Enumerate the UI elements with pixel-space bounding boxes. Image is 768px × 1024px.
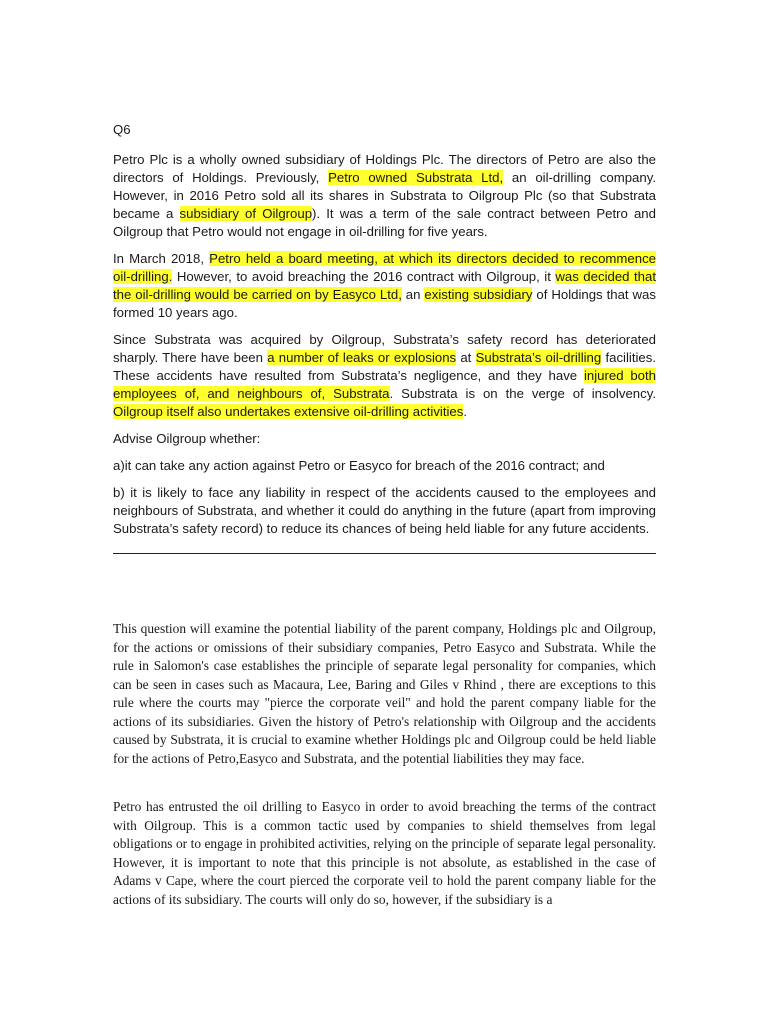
text-segment: ). It was a term of the sale contract between Petro and Oilgroup that Petro would not engage in oil-drilling for five years. bbox=[113, 206, 656, 239]
highlighted-text: a number of leaks or explosions bbox=[267, 350, 457, 365]
text-segment: facilities. These accidents have resulted from Substrata’s negligence, and they have bbox=[113, 350, 657, 383]
question-paragraph-1 bbox=[113, 151, 656, 241]
text-segment: an oil-drilling company. However, in 2016 Petro sold all its shares in Substrata to Oilgroup Plc (so that Substrata became a bbox=[113, 170, 656, 221]
highlighted-text: existing subsidiary bbox=[424, 287, 533, 302]
highlighted-text: Substrata’s oil-drilling bbox=[475, 350, 602, 365]
question-part-a: a)it can take any action against Petro or Easyco for breach of the 2016 contract; and bbox=[113, 458, 605, 473]
text-segment: of Holdings that was formed 10 years ago. bbox=[113, 287, 656, 320]
highlighted-text: Oilgroup itself also undertakes extensive oil-drilling activities bbox=[113, 404, 464, 419]
text-segment: . Substrata is on the verge of insolvency. bbox=[389, 386, 656, 401]
answer-paragraph-1: This question will examine the potential liability of the parent company, Holdings plc and Oilgroup, for the actions or omissions of their subsidiary companies, Petro Easyco and Substrata. While the rule in Salomon's case establishes the principle of separate legal personality for companies, which can be seen in cases such as Macaura, Lee, Baring and Giles v Rhind , there are exceptions to this rule where the courts may "pierce the corporate veil" and hold the parent company liable for the actions of its subsidiaries. Given the history of Petro's relationship with Oilgroup and the accidents caused by Substrata, it is crucial to examine whether Holdings plc and Oilgroup could be held liable for the actions of Petro,Easyco and Substrata, and the potential liabilities they may face. bbox=[113, 621, 656, 766]
highlighted-text: Petro owned Substrata Ltd, bbox=[328, 170, 504, 185]
text-segment: Petro Plc is a wholly owned subsidiary of Holdings Plc. The directors of Petro are also the directors of Holdings. Previously, bbox=[113, 152, 656, 185]
question-section bbox=[113, 121, 656, 547]
answer-section bbox=[113, 620, 656, 909]
highlighted-text: was decided that the oil-drilling would be carried on by Easyco Ltd, bbox=[113, 269, 656, 302]
question-paragraph-3 bbox=[113, 331, 656, 421]
text-segment: Since Substrata was acquired by Oilgroup, Substrata’s safety record has deteriorated sharply. There have been bbox=[113, 332, 656, 365]
highlighted-text: Petro held a board meeting, at which its directors decided to recommence oil-drilling. bbox=[113, 251, 656, 284]
text-segment: However, to avoid breaching the 2016 contract with Oilgroup, it bbox=[172, 269, 556, 284]
text-segment: at bbox=[456, 350, 476, 365]
text-segment: an bbox=[401, 287, 425, 302]
section-divider bbox=[113, 553, 656, 554]
question-number: Q6 bbox=[113, 122, 131, 137]
question-paragraph-2 bbox=[113, 250, 656, 322]
answer-paragraph-2: Petro has entrusted the oil drilling to Easyco in order to avoid breaching the terms of the contract with Oilgroup. This is a common tactic used by companies to shield themselves from legal obligations or to engage in prohibited activities, relying on the principle of separate legal personality. However, it is important to note that this principle is not absolute, as established in the case of Adams v Cape, where the court pierced the corporate veil to hold the parent company liable for the actions of its subsidiary. The courts will only do so, however, if the subsidiary is a bbox=[113, 799, 656, 907]
highlighted-text: subsidiary of Oilgroup bbox=[179, 206, 313, 221]
text-segment: In March 2018, bbox=[113, 251, 210, 266]
advise-line: Advise Oilgroup whether: bbox=[113, 431, 261, 446]
text-segment: . bbox=[463, 404, 468, 419]
highlighted-text: injured both employees of, and neighbours of, Substrata bbox=[113, 368, 657, 401]
question-part-b: b) it is likely to face any liability in respect of the accidents caused to the employees and neighbours of Substrata, and whether it could do anything in the future (apart from improving Substrata’s safety record) to reduce its chances of being held liable for any future accidents. bbox=[113, 485, 656, 536]
